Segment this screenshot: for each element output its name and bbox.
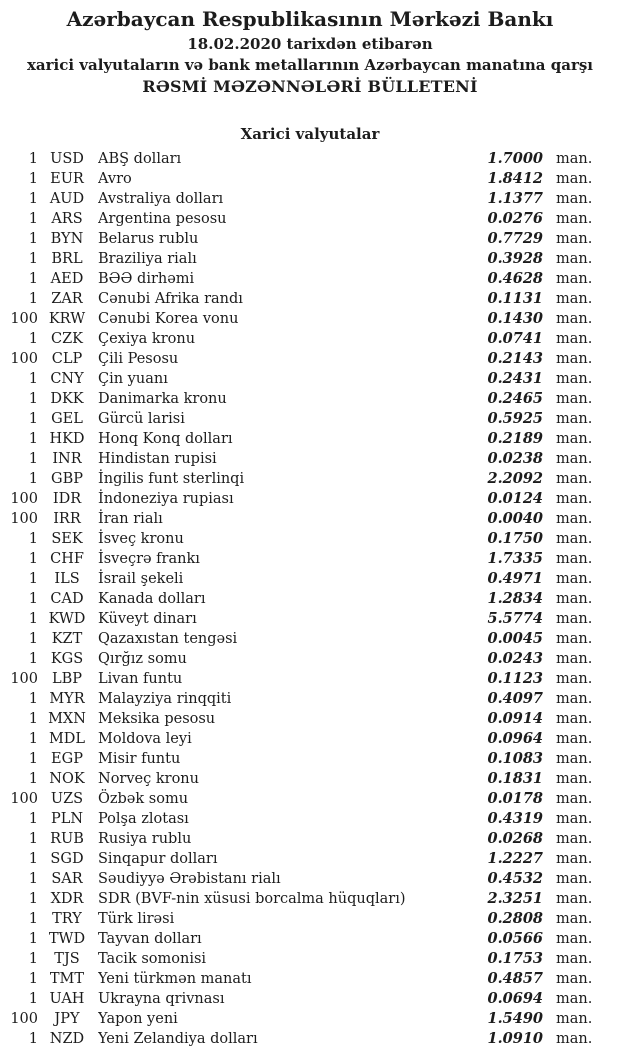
rate-quantity: 1 [28, 911, 38, 927]
currency-code: ARS [51, 211, 83, 227]
unit-label: man. [556, 451, 593, 467]
currency-name: Belarus rublu [98, 231, 199, 247]
effective-date-line: 18.02.2020 tarixdən etibarən [187, 35, 433, 53]
currency-name: Özbək somu [98, 791, 189, 807]
rate-row [0, 629, 620, 649]
currency-name: Rusiya rublu [98, 831, 192, 847]
currency-name: Kanada dolları [98, 591, 206, 607]
currency-code: RUB [50, 831, 84, 847]
currency-name: Səudiyyə Ərəbistanı rialı [98, 871, 281, 887]
unit-label: man. [556, 1031, 593, 1047]
rate-quantity: 1 [28, 851, 38, 867]
rate-value: 0.1430 [487, 310, 543, 327]
unit-label: man. [556, 891, 593, 907]
rate-row [0, 349, 620, 369]
rate-value: 0.2465 [487, 390, 543, 407]
currency-name: Honq Konq dolları [98, 431, 233, 447]
unit-label: man. [556, 571, 593, 587]
unit-label: man. [556, 731, 593, 747]
unit-label: man. [556, 971, 593, 987]
unit-label: man. [556, 471, 593, 487]
rate-value: 0.0238 [487, 450, 543, 467]
rate-quantity: 100 [10, 1011, 38, 1027]
rate-quantity: 1 [28, 231, 38, 247]
currency-code: CHF [50, 551, 84, 567]
unit-label: man. [556, 651, 593, 667]
rate-row [0, 809, 620, 829]
rate-quantity: 1 [28, 271, 38, 287]
rate-row [0, 949, 620, 969]
currency-code: LBP [51, 671, 83, 687]
unit-label: man. [556, 291, 593, 307]
rate-value: 1.2834 [487, 590, 543, 607]
unit-label: man. [556, 711, 593, 727]
rate-quantity: 1 [28, 391, 38, 407]
rate-row [0, 789, 620, 809]
unit-label: man. [556, 791, 593, 807]
rate-quantity: 1 [28, 431, 38, 447]
currency-name: Misir funtu [98, 751, 181, 767]
rate-quantity: 1 [28, 371, 38, 387]
currency-name: Danimarka kronu [98, 391, 227, 407]
currency-name: Çexiya kronu [98, 331, 196, 347]
unit-label: man. [556, 871, 593, 887]
currency-code: GBP [51, 471, 83, 487]
rate-quantity: 1 [28, 811, 38, 827]
currency-name: Ukrayna qrivnası [98, 991, 225, 1007]
rate-row [0, 569, 620, 589]
rate-row [0, 229, 620, 249]
rate-quantity: 1 [28, 591, 38, 607]
currency-code: CZK [50, 331, 83, 347]
currency-code: MDL [48, 731, 86, 747]
currency-name: Tayvan dolları [98, 931, 202, 947]
currency-code: USD [50, 151, 84, 167]
rate-row [0, 589, 620, 609]
rate-row [0, 429, 620, 449]
currency-name: Çili Pesosu [98, 351, 179, 367]
rate-quantity: 1 [28, 951, 38, 967]
rate-quantity: 1 [28, 211, 38, 227]
currency-code: KWD [48, 611, 86, 627]
rate-row [0, 249, 620, 269]
rate-row [0, 209, 620, 229]
currency-code: CNY [50, 371, 84, 387]
rate-value: 0.1750 [487, 530, 543, 547]
rate-row [0, 289, 620, 309]
currency-name: Meksika pesosu [98, 711, 216, 727]
currency-code: DKK [50, 391, 84, 407]
rate-value: 0.1831 [487, 770, 543, 787]
currency-code: ZAR [51, 291, 83, 307]
rate-value: 0.0268 [487, 830, 543, 847]
rate-quantity: 1 [28, 651, 38, 667]
rate-value: 0.5925 [487, 410, 543, 427]
rate-quantity: 1 [28, 291, 38, 307]
unit-label: man. [556, 911, 593, 927]
rate-quantity: 100 [10, 511, 38, 527]
rate-quantity: 100 [10, 491, 38, 507]
rate-quantity: 1 [28, 411, 38, 427]
rate-row [0, 369, 620, 389]
rate-quantity: 1 [28, 151, 38, 167]
unit-label: man. [556, 691, 593, 707]
rates-table [0, 149, 620, 1049]
rate-row [0, 969, 620, 989]
currency-code: XDR [50, 891, 84, 907]
rate-row [0, 889, 620, 909]
rate-value: 0.2431 [487, 370, 543, 387]
rate-value: 0.0040 [487, 510, 543, 527]
currency-name: İndoneziya rupiası [98, 491, 234, 507]
rate-row [0, 1029, 620, 1049]
currency-name: İsveç kronu [98, 531, 184, 547]
rate-value: 5.5774 [487, 610, 543, 627]
currency-name: Tacik somonisi [98, 951, 207, 967]
unit-label: man. [556, 811, 593, 827]
currency-code: ILS [54, 571, 80, 587]
currency-name: Cənubi Afrika randı [98, 291, 243, 307]
unit-label: man. [556, 231, 593, 247]
currency-name: İsveçrə frankı [98, 551, 200, 567]
rate-row [0, 149, 620, 169]
rate-row [0, 849, 620, 869]
currency-code: CLP [51, 351, 83, 367]
rate-row [0, 729, 620, 749]
unit-label: man. [556, 331, 593, 347]
rate-quantity: 100 [10, 311, 38, 327]
rate-row [0, 769, 620, 789]
rate-value: 0.0914 [487, 710, 543, 727]
currency-code: IDR [52, 491, 82, 507]
rate-value: 0.1083 [487, 750, 543, 767]
currency-name: Yeni Zelandiya dolları [98, 1031, 258, 1047]
rate-value: 1.8412 [487, 170, 543, 187]
rate-row [0, 329, 620, 349]
currency-name: Hindistan rupisi [98, 451, 217, 467]
rate-quantity: 1 [28, 611, 38, 627]
currency-name: Livan funtu [98, 671, 183, 687]
rate-row [0, 509, 620, 529]
rate-quantity: 1 [28, 191, 38, 207]
unit-label: man. [556, 251, 593, 267]
rate-row [0, 989, 620, 1009]
rate-value: 0.4319 [487, 810, 543, 827]
rate-row [0, 529, 620, 549]
currency-code: AUD [49, 191, 85, 207]
currency-code: JPY [54, 1011, 80, 1027]
currency-code: GEL [51, 411, 83, 427]
rate-quantity: 1 [28, 1031, 38, 1047]
currency-name: Çin yuanı [98, 371, 168, 387]
currency-code: KRW [48, 311, 86, 327]
bulletin-header [0, 0, 620, 97]
currency-code: NZD [49, 1031, 85, 1047]
rate-value: 0.0178 [487, 790, 543, 807]
rate-row [0, 389, 620, 409]
currency-code: CAD [50, 591, 84, 607]
currency-name: Avstraliya dolları [98, 191, 224, 207]
rate-value: 0.2189 [487, 430, 543, 447]
rate-row [0, 689, 620, 709]
currency-name: İran rialı [98, 511, 163, 527]
unit-label: man. [556, 351, 593, 367]
rate-value: 0.0243 [487, 650, 543, 667]
bulletin-subtitle: xarici valyutaların və bank metallarının Azərbaycan manatına qarşı [26, 56, 594, 74]
rate-value: 0.0276 [487, 210, 543, 227]
rate-value: 1.7000 [487, 150, 543, 167]
currency-code: UAH [49, 991, 85, 1007]
unit-label: man. [556, 751, 593, 767]
rate-quantity: 1 [28, 331, 38, 347]
unit-label: man. [556, 191, 593, 207]
rate-value: 0.1123 [487, 670, 543, 687]
rate-row [0, 869, 620, 889]
rate-value: 0.0124 [487, 490, 543, 507]
currency-name: Yapon yeni [98, 1011, 178, 1027]
rate-quantity: 1 [28, 691, 38, 707]
currency-code: IRR [53, 511, 81, 527]
rate-quantity: 100 [10, 351, 38, 367]
unit-label: man. [556, 491, 593, 507]
rate-value: 0.4971 [487, 570, 543, 587]
currency-name: SDR (BVF-nin xüsusi borcalma hüquqları) [98, 891, 406, 907]
rate-row [0, 649, 620, 669]
unit-label: man. [556, 431, 593, 447]
rate-row [0, 749, 620, 769]
currency-code: EGP [51, 751, 83, 767]
currency-code: SAR [51, 871, 83, 887]
rate-value: 1.7335 [487, 550, 543, 567]
rate-quantity: 1 [28, 711, 38, 727]
currency-name: Argentina pesosu [98, 211, 227, 227]
unit-label: man. [556, 271, 593, 287]
currency-name: Malayziya rinqqiti [98, 691, 232, 707]
rate-quantity: 1 [28, 751, 38, 767]
rate-row [0, 669, 620, 689]
rate-quantity: 1 [28, 471, 38, 487]
rate-quantity: 1 [28, 171, 38, 187]
currency-code: AED [50, 271, 84, 287]
rate-value: 2.3251 [487, 890, 543, 907]
currency-code: NOK [49, 771, 85, 787]
unit-label: man. [556, 851, 593, 867]
rate-value: 0.0694 [487, 990, 543, 1007]
rate-value: 0.0741 [487, 330, 543, 347]
currency-name: Qırğız somu [98, 651, 187, 667]
unit-label: man. [556, 411, 593, 427]
currency-code: HKD [49, 431, 85, 447]
rate-value: 2.2092 [487, 470, 543, 487]
currency-code: MXN [48, 711, 86, 727]
rate-quantity: 1 [28, 551, 38, 567]
currency-name: ABŞ dolları [98, 151, 182, 167]
unit-label: man. [556, 1011, 593, 1027]
rate-value: 1.1377 [487, 190, 543, 207]
rate-value: 0.4532 [487, 870, 543, 887]
unit-label: man. [556, 611, 593, 627]
rate-quantity: 1 [28, 451, 38, 467]
currency-code: BRL [51, 251, 83, 267]
unit-label: man. [556, 991, 593, 1007]
rate-value: 1.2227 [487, 850, 543, 867]
rate-row [0, 309, 620, 329]
unit-label: man. [556, 631, 593, 647]
unit-label: man. [556, 591, 593, 607]
currency-code: MYR [49, 691, 85, 707]
rate-value: 1.0910 [487, 1030, 543, 1047]
currency-code: TWD [48, 931, 86, 947]
currency-name: Polşa zlotası [98, 811, 189, 827]
currency-name: Küveyt dinarı [98, 611, 197, 627]
rate-value: 0.4628 [487, 270, 543, 287]
currency-code: BYN [50, 231, 84, 247]
unit-label: man. [556, 211, 593, 227]
unit-label: man. [556, 531, 593, 547]
unit-label: man. [556, 511, 593, 527]
currency-name: Sinqapur dolları [98, 851, 218, 867]
rate-row [0, 189, 620, 209]
rate-row [0, 929, 620, 949]
rate-value: 1.5490 [487, 1010, 543, 1027]
currency-code: TRY [52, 911, 82, 927]
rate-row [0, 489, 620, 509]
rate-row [0, 549, 620, 569]
rate-quantity: 1 [28, 991, 38, 1007]
unit-label: man. [556, 671, 593, 687]
unit-label: man. [556, 551, 593, 567]
rate-row [0, 1009, 620, 1029]
rate-row [0, 709, 620, 729]
currency-name: Avro [98, 171, 132, 187]
rate-quantity: 1 [28, 531, 38, 547]
currency-code: TMT [49, 971, 85, 987]
unit-label: man. [556, 771, 593, 787]
rate-value: 0.4097 [487, 690, 543, 707]
unit-label: man. [556, 151, 593, 167]
bank-title: Azərbaycan Respublikasının Mərkəzi Bankı [66, 7, 554, 31]
unit-label: man. [556, 931, 593, 947]
unit-label: man. [556, 391, 593, 407]
rate-quantity: 1 [28, 931, 38, 947]
currency-name: Norveç kronu [98, 771, 199, 787]
section-title-foreign-currencies: Xarici valyutalar [240, 125, 380, 143]
rate-row [0, 609, 620, 629]
currency-name: Braziliya rialı [98, 251, 197, 267]
currency-name: Qazaxıstan tengəsi [98, 631, 238, 647]
unit-label: man. [556, 311, 593, 327]
currency-name: Yeni türkmən manatı [98, 971, 252, 987]
currency-code: INR [52, 451, 82, 467]
unit-label: man. [556, 171, 593, 187]
rate-value: 0.0566 [487, 930, 543, 947]
bulletin-title: RƏSMİ MƏZƏNNƏLƏRİ BÜLLETENİ [142, 77, 478, 96]
rate-quantity: 1 [28, 731, 38, 747]
rate-quantity: 1 [28, 771, 38, 787]
currency-code: KGS [50, 651, 84, 667]
currency-name: İsrail şekeli [98, 571, 184, 587]
rate-value: 0.0045 [487, 630, 543, 647]
currency-code: SEK [51, 531, 83, 547]
currency-name: Türk lirəsi [98, 911, 175, 927]
rate-quantity: 1 [28, 631, 38, 647]
rate-row [0, 269, 620, 289]
currency-code: TJS [54, 951, 80, 967]
rate-value: 0.0964 [487, 730, 543, 747]
unit-label: man. [556, 951, 593, 967]
rate-value: 0.2808 [487, 910, 543, 927]
rate-quantity: 100 [10, 791, 38, 807]
currency-name: Cənubi Korea vonu [98, 311, 239, 327]
rate-quantity: 1 [28, 971, 38, 987]
rate-row [0, 829, 620, 849]
currency-name: Moldova leyi [98, 731, 192, 747]
rate-value: 0.3928 [487, 250, 543, 267]
unit-label: man. [556, 371, 593, 387]
currency-code: PLN [50, 811, 84, 827]
currency-code: SGD [50, 851, 84, 867]
currency-name: İngilis funt sterlinqi [98, 471, 245, 487]
rate-value: 0.1753 [487, 950, 543, 967]
rate-quantity: 1 [28, 831, 38, 847]
currency-code: KZT [51, 631, 83, 647]
unit-label: man. [556, 831, 593, 847]
currency-name: BƏƏ dirhəmi [98, 271, 195, 287]
rate-row [0, 909, 620, 929]
currency-code: UZS [50, 791, 84, 807]
currency-code: EUR [50, 171, 84, 187]
rate-row [0, 409, 620, 429]
rate-row [0, 449, 620, 469]
currency-name: Gürcü larisi [98, 411, 185, 427]
rate-row [0, 469, 620, 489]
rate-value: 0.2143 [487, 350, 543, 367]
rate-quantity: 100 [10, 671, 38, 687]
rate-value: 0.4857 [487, 970, 543, 987]
rate-row [0, 169, 620, 189]
rate-quantity: 1 [28, 251, 38, 267]
rate-quantity: 1 [28, 891, 38, 907]
rate-quantity: 1 [28, 571, 38, 587]
rate-value: 0.7729 [487, 230, 543, 247]
rate-value: 0.1131 [487, 290, 543, 307]
rate-quantity: 1 [28, 871, 38, 887]
